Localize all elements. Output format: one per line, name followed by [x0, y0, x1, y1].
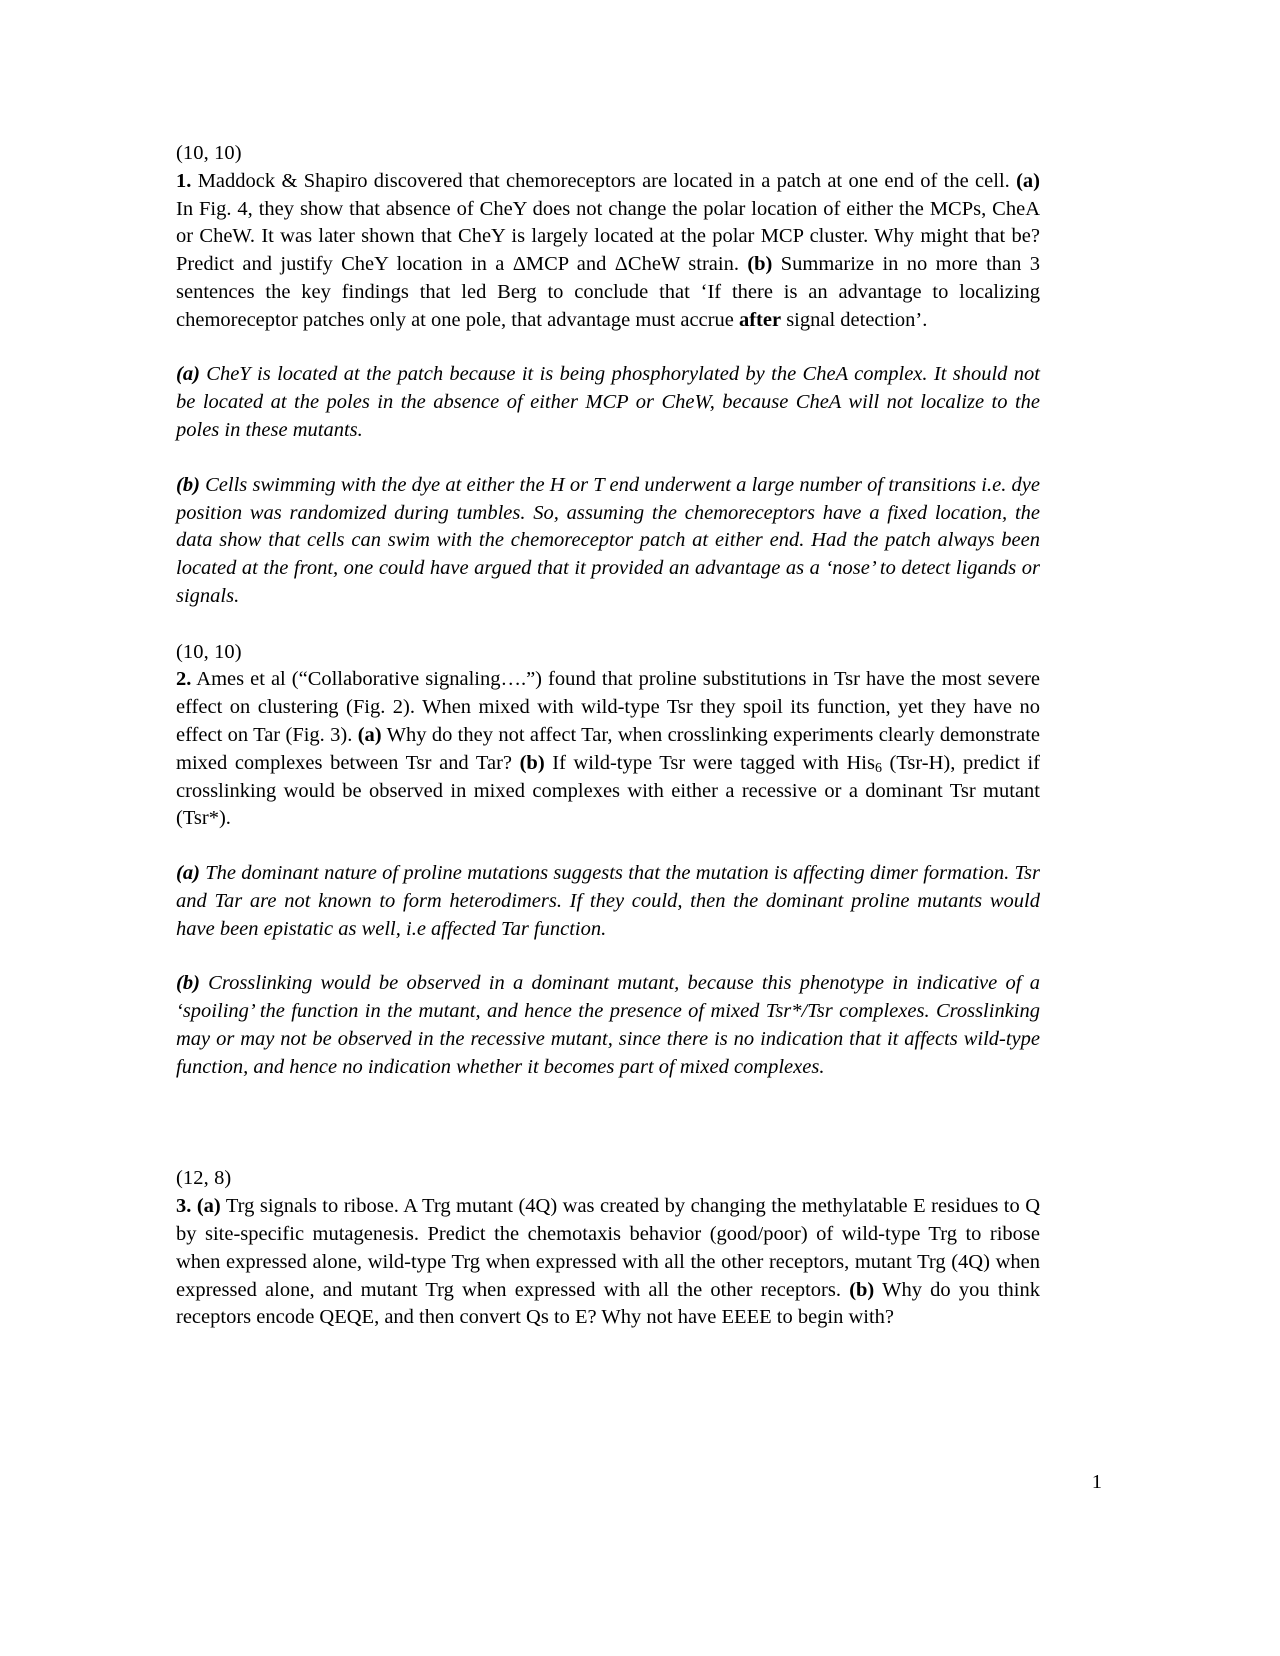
question-1-part-b-text-post: signal detection’. — [781, 308, 928, 331]
page-number: 1 — [1091, 1471, 1102, 1493]
question-1-lead: Maddock & Shapiro discovered that chemoreceptors are located in a patch at one end of the cell. — [191, 169, 1017, 192]
spacer — [176, 1081, 1040, 1165]
question-3-part-b-text: Why do you think receptors encode QEQE, and then convert Qs to E? Why not have EEEE to begin with? — [176, 1278, 1040, 1329]
answer-1a — [176, 361, 1040, 444]
question-3-part-b-label: (b) — [849, 1278, 875, 1301]
spacer — [176, 833, 1040, 860]
question-3-part-a-text: Trg signals to ribose. A Trg mutant (4Q) was created by changing the methylatable E residues to Q by site-specific mutagenesis. Predict the chemotaxis behavior (good/poor) of wild-type Trg to ribose when expressed alone, wild-type Trg when expressed with all the other receptors, mutant Trg (4Q) when expressed alone, and mutant Trg when expressed with all the other receptors. — [176, 1195, 1040, 1301]
question-1-part-b-text-pre: Summarize in no more than 3 sentences the key findings that led Berg to conclude that ‘If there is an advantage to localizing chemoreceptor patches only at one pole, that advantage must accrue — [176, 253, 1040, 331]
spacer — [176, 334, 1040, 361]
question-1-part-b-emphasis: after — [738, 308, 782, 331]
spacer — [176, 943, 1040, 970]
question-1-part-b-label: (b) — [747, 253, 773, 276]
question-3-marks: (12, 8) — [176, 1167, 232, 1190]
answer-2a — [176, 860, 1040, 943]
question-2-part-a-text: Why do they not affect Tar, when crosslinking experiments clearly demonstrate mixed complexes between Tsr and Tar? — [176, 724, 1041, 774]
answer-1a-label: (a) — [176, 363, 200, 386]
question-1-part-a-text: In Fig. 4, they show that absence of CheY does not change the polar location of either the MCPs, CheA or CheW. It was later shown that CheY is largely located at the polar MCP cluster. Why might that be? Predict and justify CheY location in a ΔMCP and ΔCheW strain. — [176, 197, 1040, 276]
answer-2b — [176, 970, 1040, 1081]
question-2-part-b-text-post: (Tsr-H), predict if crosslinking would be observed in mixed complexes with either a recessive or a dominant Tsr mutant (Tsr*). — [176, 751, 1041, 830]
answer-1b-text: Cells swimming with the dye at either the H or T end underwent a large number of transitions i.e. dye position was randomized during tumbles. So, assuming the chemoreceptors have a fixed location, the data show that cells can swim with the chemoreceptor patch at either end. Had the patch always been located at the front, one could have argued that it provided an advantage as a ‘nose’ to detect ligands or signals. — [176, 473, 1040, 607]
question-3-part-a-label: (a) — [196, 1195, 221, 1218]
question-1-marks: (10, 10) — [176, 142, 242, 164]
answer-1b-label: (b) — [176, 473, 200, 496]
question-2-lead: Ames et al (“Collaborative signaling….”) found that proline substitutions in Tsr have the most severe effect on clustering (Fig. 2). When mixed with wild-type Tsr they spoil its function, yet they have no effect on Tar (Fig. 3). — [176, 668, 1040, 746]
his6-subscript: 6 — [874, 760, 882, 776]
question-2-part-a-label: (a) — [357, 724, 382, 746]
question-2-text — [176, 666, 1040, 833]
answer-2a-label: (a) — [176, 862, 200, 885]
question-2-part-b-label: (b) — [519, 751, 545, 774]
spacer — [176, 445, 1040, 472]
question-3-number: 3. — [176, 1195, 192, 1218]
spacer — [176, 611, 1040, 639]
question-3-text — [176, 1193, 1040, 1332]
question-2-marks: (10, 10) — [176, 640, 242, 663]
answer-1b — [176, 472, 1040, 611]
answer-2b-label: (b) — [176, 972, 200, 995]
answer-1a-text: CheY is located at the patch because it is being phosphorylated by the CheA complex. It should not be located at the poles in the absence of either MCP or CheW, because CheA will not localize to the poles in these mutants. — [176, 363, 1040, 441]
question-1-text — [176, 168, 1040, 335]
question-1-number: 1. — [176, 169, 192, 192]
answer-2b-text: Crosslinking would be observed in a dominant mutant, because this phenotype in indicative of a ‘spoiling’ the function in the mutant, and hence the presence of mixed Tsr*/Tsr complexes. Crosslinking may or may not be observed in the recessive mutant, since there is no indication that it affects wild-type function, and hence no indication whether it becomes part of mixed complexes. — [176, 972, 1040, 1078]
document-body — [176, 140, 1040, 1332]
question-2-number: 2. — [176, 668, 192, 691]
question-1-part-a-label: (a) — [1016, 169, 1040, 192]
question-2-part-b-text-pre: If wild-type Tsr were tagged with His — [544, 751, 875, 774]
answer-2a-text: The dominant nature of proline mutations suggests that the mutation is affecting dimer formation. Tsr and Tar are not known to form heterodimers. If they could, then the dominant proline mutants would have been epistatic as well, i.e affected Tar function. — [176, 862, 1040, 940]
